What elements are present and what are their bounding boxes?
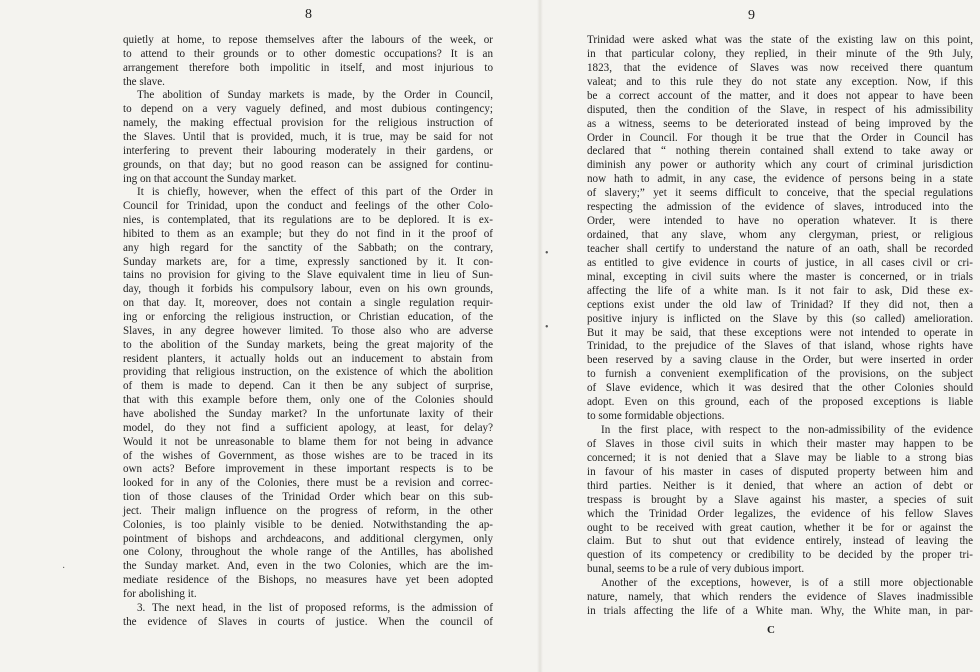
text-line: grounds, on that day; but no good reason can be assigned for continu- — [123, 158, 493, 171]
text-line: Order in Council. For though it be true that the Order in Council has — [587, 131, 973, 144]
text-line: day, though it forbids his compulsory labour, even on his own grounds, — [123, 283, 493, 296]
text-line: quietly at home, to repose themselves after the labours of the week, or — [123, 34, 493, 46]
text-line: Another of the exceptions, however, is of a still more objectionable — [601, 577, 973, 590]
text-line: namely, the making effectual provision for the religious instruction of — [123, 117, 493, 130]
text-line: Colonies, is too plainly visible to be denied. Notwithstanding the ap- — [123, 518, 493, 531]
text-line: in trials affecting the life of a White man. Why, the White man, in par- — [587, 605, 973, 618]
text-line: question of its competency or credibility to be decided by the proper tri- — [587, 549, 973, 562]
text-line: minal, excepting in civil suits where the master is concerned, or in trials — [587, 270, 973, 283]
text-line: ject. Their malign influence on the progress of reform, in the other — [123, 504, 493, 517]
text-line: Would it not be unreasonable to blame them for not being in advance — [123, 435, 493, 448]
text-line: In the first place, with respect to the non-admissibility of the evidence — [601, 424, 973, 437]
text-line: diminish any power or authority which any court of criminal jurisdiction — [587, 159, 973, 172]
text-line: valeat; and to this rule they do not state any exception. Now, if this — [587, 75, 973, 88]
text-line: trespass is brought by a Slave against his master, a species of suit — [587, 493, 973, 506]
page-number: 9 — [748, 8, 755, 23]
text-line: on that day. It, moreover, does not contain a single regulation requir- — [123, 297, 493, 310]
text-line: teacher shall certify to understand the nature of an oath, shall be recorded — [587, 242, 973, 255]
text-line: own acts? Before improvement in these important respects is to be — [123, 463, 493, 476]
text-line: claim. But to shut out that evidence entirely, instead of leaving the — [587, 535, 973, 548]
text-line: ought to be received with great caution, whether it be for or against the — [587, 521, 973, 534]
text-line: ing on that account the Sunday market. — [123, 172, 297, 185]
text-line: declared that “ nothing therein contained shall extend to take away or — [587, 145, 973, 158]
signature-mark: C — [767, 624, 775, 636]
text-line: nies, is contemplated, that its regulations are to be deplored. It is ex- — [123, 214, 493, 227]
text-line: interfering to prevent their labouring moderately in their gardens, or — [123, 144, 493, 157]
text-line: have abolished the Sunday market? In the unfortunate laxity of their — [123, 407, 493, 420]
margin-speck: • — [545, 248, 549, 259]
text-line: It is chiefly, however, when the effect of this part of the Order in — [137, 186, 493, 199]
right-page — [540, 0, 980, 672]
text-line: in that particular colony, they replied, in their minute of the 9th July, — [587, 47, 973, 60]
text-line: that with this example before them, only one of the Colonies should — [123, 394, 493, 407]
text-line: hibited to them as an example; but they do not find in it the proof of — [123, 227, 493, 240]
text-line: which the Trinidad Order legalizes, the evidence of his fellow Slaves — [587, 507, 973, 520]
text-line: 1823, that the evidence of Slaves was now received there quantum — [587, 61, 973, 74]
text-line: Trinidad were asked what was the state of the existing law on this point, — [587, 34, 973, 46]
text-line: Sunday markets are, for a time, expressly sanctioned by it. It con- — [123, 255, 493, 268]
text-line: to depend on a very vaguely defined, and most dubious contingency; — [123, 103, 493, 116]
text-line: disputed, then the condition of the Slave, in respect of his admissibility — [587, 103, 973, 116]
text-line: ing or enforcing the religious instruction, or Christian education, of the — [123, 311, 493, 323]
text-line: any high regard for the sanctity of the Sabbath; on the contrary, — [123, 241, 493, 254]
text-line: of them is made to depend. Can it then be any subject of surprise, — [123, 380, 493, 393]
text-line: resident planters, it actually holds out an inducement to abstain from — [123, 352, 493, 365]
text-line: to some formidable objections. — [587, 410, 725, 423]
page-number: 8 — [305, 7, 312, 22]
text-line: The abolition of Sunday markets is made, by the Order in Council, — [137, 89, 493, 102]
text-line: affecting the life of a white man. Is it not fair to ask, Did these ex- — [587, 284, 973, 297]
text-line: arrangement therefore both impolitic in itself, and most injurious to — [123, 61, 493, 74]
text-line: Order, were intended to have no operation whatever. It is there — [587, 215, 973, 228]
text-line: in favour of his master in cases of disputed property between him and — [587, 465, 973, 478]
text-line: of Slave evidence, which it was desired that the other Colonies should — [587, 382, 973, 395]
text-line: the Slaves. Until that is provided, much, it is true, may be said for not — [123, 130, 493, 143]
text-line: one Colony, throughout the whole range of the Antilles, has abolished — [123, 546, 493, 559]
text-line: for abolishing it. — [123, 588, 197, 600]
text-line: of Slaves in those civil suits in which their master may happen to be — [587, 437, 973, 450]
text-line: the slave. — [123, 75, 165, 88]
text-line: of the wishes of Government, as those wishes are to be traced in its — [123, 449, 493, 462]
text-line: 3. The next head, in the list of proposed reforms, is the admission of — [137, 601, 493, 614]
text-line: ceptions exist under the old law of Trinidad? If they did not, then a — [587, 298, 973, 311]
text-line: adopt. Even on this ground, each of the proposed exceptions is liable — [587, 396, 973, 409]
text-line: mediate residence of the Bishops, no measures have yet been adopted — [123, 574, 493, 587]
text-line: Trinidad, to the prejudice of the Slaves of that island, whose rights have — [587, 340, 973, 353]
text-line: the Sunday market. And, even in the two Colonies, which are the im- — [123, 560, 493, 573]
text-line: nature, namely, that which renders the evidence of Slaves inadmissible — [587, 591, 973, 604]
text-line: to furnish a convenient exemplification of the provisions, on the subject — [587, 368, 973, 381]
margin-speck: • — [545, 322, 549, 333]
text-line: model, do they not find a sufficient apology, at least, for delay? — [123, 421, 493, 434]
text-line: of slavery;” yet it seems difficult to conceive, that the special regulations — [587, 187, 973, 200]
text-line: Slaves, in any degree however limited. To those also who are adverse — [123, 324, 493, 337]
text-line: looked for in any of the Colonies, there must be a revision and correc- — [123, 477, 493, 490]
text-line: now hath to admit, in any case, the evidence of persons being in a state — [587, 173, 973, 186]
text-line: tion of those clauses of the Trinidad Order which bear on this sub- — [123, 491, 493, 504]
margin-speck: · — [62, 563, 66, 574]
text-line: Council for Trinidad, upon the conduct and feelings of the other Colo- — [123, 200, 493, 213]
text-line: bunal, seems to be a rule of very dubious import. — [587, 563, 805, 576]
text-line: concerned; it is not denied that a Slave may be liable to a strong bias — [587, 451, 973, 464]
text-line: respecting the admission of the evidence of slaves, introduced into the — [587, 201, 973, 214]
text-line: as a witness, seems to be deteriorated instead of being improved by the — [587, 117, 973, 130]
text-line: positive injury is inflicted on the Slave by this (so called) amelioration. — [587, 312, 973, 325]
text-line: to attend to their grounds or to other domestic occupations? It is an — [123, 47, 493, 60]
text-line: been reserved by a saving clause in the Order, but were inserted in order — [587, 354, 973, 367]
text-line: to the abolition of the Sunday markets, being the great majority of the — [123, 338, 493, 351]
text-line: But it may be said, that these exceptions were not intended to operate in — [587, 326, 973, 339]
text-line: tains no provision for giving to the Slave equivalent time in lieu of Sun- — [123, 269, 493, 282]
text-line: ordained, that any slave, whom any clergyman, priest, or religious — [587, 229, 973, 242]
text-line: providing that religious instruction, on the existence of which the abolition — [123, 366, 493, 379]
text-line: pointment of bishops and archdeacons, and additional clergymen, only — [123, 532, 493, 545]
text-line: be a correct account of the matter, and it does not appear to have been — [587, 89, 973, 102]
text-line: the evidence of Slaves in courts of justice. When the council of — [123, 615, 493, 628]
text-line: third parties. Neither is it denied, that where an action of debt or — [587, 479, 973, 492]
text-line: as entitled to give evidence in courts of justice, in all cases civil or cri- — [587, 256, 973, 269]
